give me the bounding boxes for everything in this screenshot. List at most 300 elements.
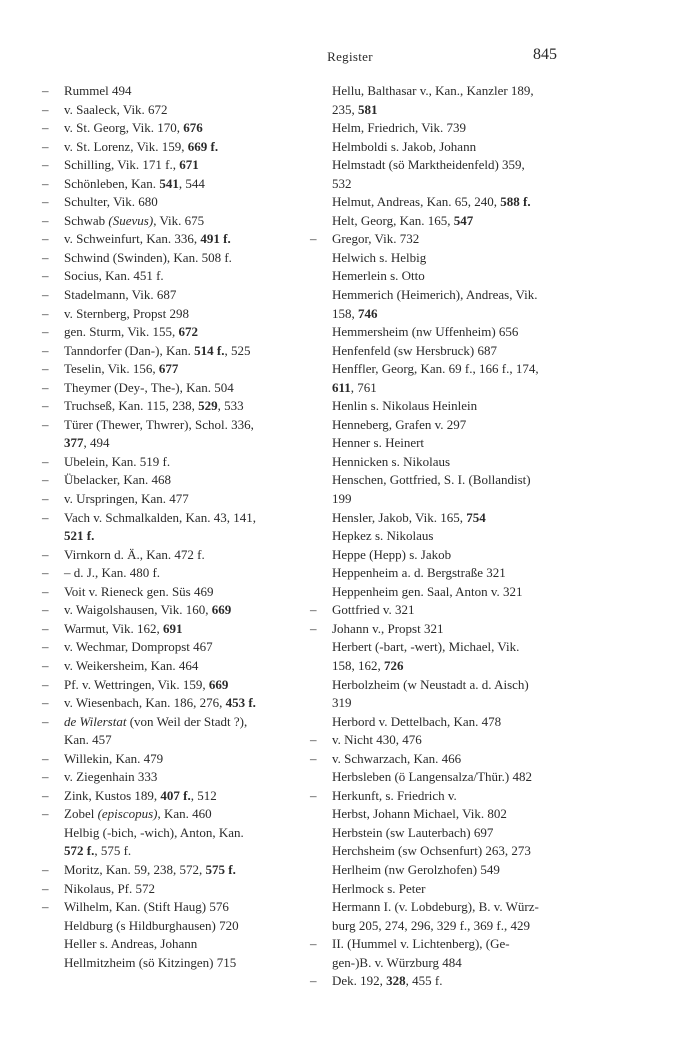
index-entry bbox=[42, 935, 288, 954]
entry-line bbox=[42, 880, 288, 899]
entry-dash: – bbox=[42, 620, 49, 636]
entry-line bbox=[332, 286, 558, 305]
entry-text: 158, 162, bbox=[332, 657, 384, 673]
entry-text: Herbolzheim (w Neustadt a. d. Aisch) bbox=[332, 676, 529, 692]
entry-line bbox=[42, 861, 288, 880]
page-number: 845 bbox=[533, 46, 557, 63]
index-entry bbox=[42, 768, 288, 787]
entry-text: Hemmersheim (nw Uffenheim) 656 bbox=[332, 324, 519, 340]
entry-line bbox=[42, 286, 288, 305]
entry-dash: – bbox=[42, 639, 49, 655]
index-entry bbox=[310, 638, 558, 675]
entry-continuation bbox=[332, 490, 558, 509]
entry-line bbox=[332, 509, 558, 528]
entry-line bbox=[310, 787, 558, 806]
entry-dash: – bbox=[42, 861, 49, 877]
entry-dash: – bbox=[42, 565, 49, 581]
entry-text: Rummel 494 bbox=[64, 83, 132, 98]
entry-text: v. Wechmar, Dompropst 467 bbox=[64, 639, 213, 655]
index-entry bbox=[42, 267, 288, 286]
entry-text: Heppenheim a. d. Bergstraße 321 bbox=[332, 565, 506, 581]
entry-text: Henner s. Heinert bbox=[332, 435, 425, 451]
entry-text: Herbert (-bart, -wert), Michael, Vik. bbox=[332, 639, 520, 655]
entry-line bbox=[332, 471, 558, 490]
page-ref-main: 669 bbox=[208, 676, 229, 692]
entry-dash: – bbox=[42, 120, 49, 136]
entry-line bbox=[310, 230, 558, 249]
entry-text: Wilhelm, Kan. (Stift Haug) 576 bbox=[64, 899, 229, 915]
page-ref-main: 726 bbox=[384, 657, 404, 673]
entry-text: Ubelein, Kan. 519 f. bbox=[64, 453, 171, 469]
page-ref-main: 377 bbox=[64, 435, 84, 451]
index-entry bbox=[310, 323, 558, 342]
entry-text: Hellu, Balthasar v., Kan., Kanzler 189, bbox=[332, 83, 534, 98]
entry-text: Dek. 192, bbox=[332, 973, 387, 989]
entry-line bbox=[332, 638, 558, 657]
index-entry bbox=[42, 342, 288, 361]
page-ref-main: 541 bbox=[159, 175, 179, 191]
entry-line bbox=[42, 360, 288, 379]
entry-text: Heppe (Hepp) s. Jakob bbox=[332, 546, 452, 562]
entry-continuation bbox=[64, 842, 288, 861]
entry-line bbox=[332, 416, 558, 435]
index-entry bbox=[310, 824, 558, 843]
entry-line bbox=[42, 416, 288, 435]
entry-line bbox=[310, 972, 558, 991]
entry-text: gen. Sturm, Vik. 155, bbox=[64, 324, 179, 340]
index-entry bbox=[42, 583, 288, 602]
entry-text: Zink, Kustos 189, bbox=[64, 787, 161, 803]
index-entry bbox=[42, 620, 288, 639]
entry-line bbox=[332, 713, 558, 732]
index-entry bbox=[310, 583, 558, 602]
index-entry bbox=[310, 397, 558, 416]
entry-line bbox=[332, 193, 558, 212]
entry-line bbox=[42, 82, 288, 101]
entry-text: Hepkez s. Nikolaus bbox=[332, 528, 434, 544]
entry-dash: – bbox=[42, 175, 49, 191]
index-entry bbox=[310, 286, 558, 323]
entry-line bbox=[332, 360, 558, 379]
entry-line bbox=[42, 453, 288, 472]
page-ref-main: 521 f. bbox=[64, 528, 95, 544]
entry-continuation bbox=[64, 527, 288, 546]
entry-text: (von Weil der Stadt ?), bbox=[126, 713, 248, 729]
entry-text: , Kan. 460 bbox=[157, 806, 212, 822]
entry-line bbox=[332, 249, 558, 268]
entry-line bbox=[42, 212, 288, 231]
index-entry bbox=[42, 694, 288, 713]
entry-text: , Vik. 675 bbox=[153, 212, 205, 228]
index-entry bbox=[42, 490, 288, 509]
entry-line bbox=[42, 694, 288, 713]
entry-text: v. Ziegenhain 333 bbox=[64, 769, 158, 785]
index-entry bbox=[42, 509, 288, 546]
entry-line bbox=[42, 267, 288, 286]
entry-text: Henlin s. Nikolaus Heinlein bbox=[332, 398, 478, 414]
entry-line bbox=[310, 620, 558, 639]
entry-line bbox=[42, 119, 288, 138]
page-ref-main: 572 f. bbox=[64, 843, 95, 859]
entry-line bbox=[42, 175, 288, 194]
entry-line bbox=[42, 583, 288, 602]
entry-line bbox=[310, 750, 558, 769]
entry-text: Schwind (Swinden), Kan. 508 f. bbox=[64, 249, 232, 265]
entry-text: Hellmitzheim (sö Kitzingen) 715 bbox=[64, 954, 237, 970]
entry-line bbox=[332, 768, 558, 787]
entry-line bbox=[42, 471, 288, 490]
entry-text: , 512 bbox=[190, 787, 217, 803]
entry-dash: – bbox=[310, 750, 317, 766]
page-ref-main: 746 bbox=[358, 305, 378, 321]
entry-continuation bbox=[332, 954, 558, 973]
page-ref-main: 691 bbox=[163, 620, 183, 636]
entry-dash: – bbox=[42, 305, 49, 321]
entry-text: Türer (Thewer, Thwrer), Schol. 336, bbox=[64, 416, 254, 432]
entry-line bbox=[42, 230, 288, 249]
entry-dash: – bbox=[42, 324, 49, 340]
entry-text: Truchseß, Kan. 115, 238, bbox=[64, 398, 199, 414]
entry-text: Herbstein (sw Lauterbach) 697 bbox=[332, 824, 494, 840]
entry-line bbox=[42, 156, 288, 175]
page-ref-main: 575 f. bbox=[205, 861, 236, 877]
index-entry bbox=[42, 82, 288, 101]
entry-line bbox=[310, 935, 558, 954]
page-ref-main: 671 bbox=[179, 157, 199, 173]
index-entry bbox=[310, 471, 558, 508]
page-ref-main: 669 bbox=[211, 602, 232, 618]
entry-line bbox=[42, 620, 288, 639]
entry-text: v. Urspringen, Kan. 477 bbox=[64, 491, 189, 507]
index-entry bbox=[42, 824, 288, 861]
index-entry bbox=[42, 230, 288, 249]
index-column-left bbox=[42, 82, 288, 972]
entry-line bbox=[332, 564, 558, 583]
entry-dash: – bbox=[42, 157, 49, 173]
entry-dash: – bbox=[42, 342, 49, 358]
entry-text: Herbord v. Dettelbach, Kan. 478 bbox=[332, 713, 502, 729]
entry-line bbox=[332, 138, 558, 157]
entry-text: Vach v. Schmalkalden, Kan. 43, 141, bbox=[64, 509, 256, 525]
entry-text: Zobel bbox=[64, 806, 98, 822]
entry-text: v. Sternberg, Propst 298 bbox=[64, 305, 189, 321]
page-ref-main: 529 bbox=[198, 398, 218, 414]
entry-line bbox=[42, 101, 288, 120]
index-entry bbox=[42, 880, 288, 899]
entry-line bbox=[42, 490, 288, 509]
entry-text: Henneberg, Grafen v. 297 bbox=[332, 416, 467, 432]
entry-text: Herlheim (nw Gerolzhofen) 549 bbox=[332, 861, 500, 877]
entry-dash: – bbox=[42, 806, 49, 822]
page-ref-main: 514 f. bbox=[194, 342, 225, 358]
index-entry bbox=[310, 713, 558, 732]
index-entry bbox=[310, 972, 558, 991]
entry-line bbox=[42, 768, 288, 787]
index-entry bbox=[310, 342, 558, 361]
page-ref-main: 328 bbox=[386, 973, 406, 989]
index-entry bbox=[310, 249, 558, 268]
entry-continuation bbox=[332, 175, 558, 194]
index-entry bbox=[310, 193, 558, 212]
entry-line bbox=[332, 546, 558, 565]
index-entry bbox=[42, 917, 288, 936]
entry-text: Schönleben, Kan. bbox=[64, 175, 160, 191]
entry-line bbox=[42, 676, 288, 695]
entry-text: Socius, Kan. 451 f. bbox=[64, 268, 164, 284]
entry-dash: – bbox=[42, 491, 49, 507]
entry-line bbox=[42, 787, 288, 806]
page-title: Register bbox=[327, 49, 373, 64]
entry-line bbox=[42, 509, 288, 528]
index-entry bbox=[310, 620, 558, 639]
entry-continuation bbox=[64, 434, 288, 453]
entry-text: , 533 bbox=[217, 398, 244, 414]
entry-text: Johann v., Propst 321 bbox=[332, 620, 444, 636]
entry-text: Stadelmann, Vik. 687 bbox=[64, 287, 177, 303]
index-entry bbox=[42, 305, 288, 324]
index-entry bbox=[42, 805, 288, 824]
entry-text: – d. J., Kan. 480 f. bbox=[64, 565, 161, 581]
entry-text: Hermann I. (v. Lobdeburg), B. v. Würz- bbox=[332, 899, 539, 915]
index-entry bbox=[42, 453, 288, 472]
entry-line bbox=[42, 657, 288, 676]
entry-text: Willekin, Kan. 479 bbox=[64, 750, 164, 766]
entry-line bbox=[332, 82, 558, 101]
entry-text: Gregor, Vik. 732 bbox=[332, 231, 420, 247]
entry-line bbox=[42, 601, 288, 620]
index-entry bbox=[310, 805, 558, 824]
index-entry bbox=[42, 601, 288, 620]
entry-dash: – bbox=[310, 602, 317, 618]
entry-continuation bbox=[332, 379, 558, 398]
entry-dash: – bbox=[310, 732, 317, 748]
entry-line bbox=[332, 212, 558, 231]
entry-line bbox=[332, 119, 558, 138]
entry-line bbox=[42, 397, 288, 416]
page-ref-main: 754 bbox=[466, 509, 486, 525]
index-entry bbox=[310, 898, 558, 935]
index-entry bbox=[310, 842, 558, 861]
entry-line bbox=[42, 750, 288, 769]
index-entry bbox=[42, 564, 288, 583]
entry-line bbox=[332, 453, 558, 472]
entry-text: Hennicken s. Nikolaus bbox=[332, 453, 451, 469]
entry-text: II. (Hummel v. Lichtenberg), (Ge- bbox=[332, 936, 510, 952]
entry-line bbox=[310, 731, 558, 750]
entry-text: Schulter, Vik. 680 bbox=[64, 194, 158, 210]
entry-line bbox=[332, 397, 558, 416]
entry-line bbox=[332, 824, 558, 843]
entry-line bbox=[42, 805, 288, 824]
entry-dash: – bbox=[42, 676, 49, 692]
entry-line bbox=[42, 249, 288, 268]
entry-line bbox=[64, 917, 288, 936]
index-entry bbox=[310, 546, 558, 565]
entry-line bbox=[42, 379, 288, 398]
entry-dash: – bbox=[42, 194, 49, 210]
entry-text: , 525 bbox=[224, 342, 251, 358]
entry-dash: – bbox=[42, 83, 49, 98]
entry-dash: – bbox=[310, 973, 317, 989]
entry-text: v. St. Georg, Vik. 170, bbox=[64, 120, 184, 136]
entry-dash: – bbox=[42, 769, 49, 785]
entry-dash: – bbox=[42, 657, 49, 673]
entry-text: , 494 bbox=[83, 435, 110, 451]
entry-text: Voit v. Rieneck gen. Süs 469 bbox=[64, 583, 214, 599]
page-ref-main: 547 bbox=[453, 212, 474, 228]
entry-line bbox=[332, 861, 558, 880]
entry-text: , 761 bbox=[350, 379, 377, 395]
index-entry bbox=[310, 731, 558, 750]
entry-line bbox=[332, 267, 558, 286]
index-entry bbox=[310, 267, 558, 286]
entry-line bbox=[42, 546, 288, 565]
italic-term: de Wilerstat bbox=[64, 713, 127, 729]
entry-text: , 575 f. bbox=[94, 843, 132, 859]
entry-line bbox=[42, 564, 288, 583]
entry-text: v. Wiesenbach, Kan. 186, 276, bbox=[64, 695, 226, 711]
index-entry bbox=[310, 935, 558, 972]
entry-text: , 544 bbox=[178, 175, 205, 191]
entry-text: v. St. Lorenz, Vik. 159, bbox=[64, 138, 188, 154]
entry-dash: – bbox=[42, 212, 49, 228]
index-entry bbox=[42, 360, 288, 379]
page-ref-main: 676 bbox=[183, 120, 203, 136]
entry-dash: – bbox=[42, 361, 49, 377]
entry-text: Henschen, Gottfried, S. I. (Bollandist) bbox=[332, 472, 531, 488]
entry-text: Hemmerich (Heimerich), Andreas, Vik. bbox=[332, 287, 538, 303]
entry-text: v. Waigolshausen, Vik. 160, bbox=[64, 602, 212, 618]
index-entry bbox=[42, 379, 288, 398]
entry-text: Teselin, Vik. 156, bbox=[64, 361, 159, 377]
entry-continuation bbox=[332, 917, 558, 936]
index-entry bbox=[310, 230, 558, 249]
entry-dash: – bbox=[42, 787, 49, 803]
entry-dash: – bbox=[42, 899, 49, 915]
index-entry bbox=[310, 880, 558, 899]
index-entry bbox=[42, 787, 288, 806]
entry-continuation bbox=[332, 694, 558, 713]
entry-line bbox=[64, 824, 288, 843]
index-entry bbox=[42, 546, 288, 565]
entry-text: Helbig (-bich, -wich), Anton, Kan. bbox=[64, 824, 244, 840]
entry-dash: – bbox=[42, 453, 49, 469]
index-entry bbox=[42, 323, 288, 342]
entry-dash: – bbox=[42, 379, 49, 395]
entry-line bbox=[42, 638, 288, 657]
index-entry bbox=[42, 138, 288, 157]
entry-text: Schwab bbox=[64, 212, 109, 228]
index-entry bbox=[310, 787, 558, 806]
entry-line bbox=[42, 713, 288, 732]
entry-line bbox=[310, 601, 558, 620]
index-entry bbox=[310, 527, 558, 546]
entry-text: v. Nicht 430, 476 bbox=[332, 732, 422, 748]
entry-text: Pf. v. Wettringen, Vik. 159, bbox=[64, 676, 209, 692]
entry-line bbox=[332, 805, 558, 824]
entry-line bbox=[332, 676, 558, 695]
entry-text: Übelacker, Kan. 468 bbox=[64, 472, 172, 488]
entry-text: Virnkorn d. Ä., Kan. 472 f. bbox=[64, 546, 205, 562]
index-entry bbox=[310, 212, 558, 231]
entry-text: Helm, Friedrich, Vik. 739 bbox=[332, 120, 467, 136]
entry-text: Herlmock s. Peter bbox=[332, 880, 426, 896]
entry-dash: – bbox=[42, 509, 49, 525]
index-entry bbox=[42, 657, 288, 676]
entry-dash: – bbox=[42, 472, 49, 488]
entry-text: burg 205, 274, 296, 329 f., 369 f., 429 bbox=[332, 917, 531, 933]
index-entry bbox=[42, 249, 288, 268]
entry-text: Gottfried v. 321 bbox=[332, 602, 415, 618]
entry-text: v. Weikersheim, Kan. 464 bbox=[64, 657, 199, 673]
entry-dash: – bbox=[42, 287, 49, 303]
entry-dash: – bbox=[42, 583, 49, 599]
index-entry bbox=[310, 119, 558, 138]
index-column-right bbox=[310, 82, 558, 991]
entry-text: v. Saaleck, Vik. 672 bbox=[64, 101, 168, 117]
page-ref-main: 581 bbox=[358, 101, 378, 117]
index-entry bbox=[42, 954, 288, 973]
entry-dash: – bbox=[310, 936, 317, 952]
entry-text: 235, bbox=[332, 101, 358, 117]
entry-text: v. Schweinfurt, Kan. 336, bbox=[64, 231, 201, 247]
index-entry bbox=[310, 676, 558, 713]
index-entry bbox=[42, 175, 288, 194]
entry-text: Kan. 457 bbox=[64, 732, 112, 748]
index-entry bbox=[310, 156, 558, 193]
entry-text: Schilling, Vik. 171 f., bbox=[64, 157, 180, 173]
page-ref-main: 588 f. bbox=[500, 194, 531, 210]
index-entry bbox=[42, 286, 288, 305]
entry-line bbox=[332, 434, 558, 453]
entry-text: Herbsleben (ö Langensalza/Thür.) 482 bbox=[332, 769, 532, 785]
italic-term: (Suevus) bbox=[108, 212, 154, 228]
entry-line bbox=[64, 954, 288, 973]
entry-dash: – bbox=[42, 750, 49, 766]
index-entry bbox=[42, 212, 288, 231]
entry-dash: – bbox=[42, 101, 49, 117]
entry-continuation bbox=[332, 101, 558, 120]
index-entry bbox=[310, 768, 558, 787]
index-entry bbox=[42, 638, 288, 657]
entry-text: Henffler, Georg, Kan. 69 f., 166 f., 174, bbox=[332, 361, 539, 377]
entry-dash: – bbox=[310, 787, 317, 803]
entry-text: Tanndorfer (Dan-), Kan. bbox=[64, 342, 195, 358]
entry-line bbox=[332, 842, 558, 861]
index-entry bbox=[42, 101, 288, 120]
entry-text: Hensler, Jakob, Vik. 165, bbox=[332, 509, 467, 525]
entry-text: Herkunft, s. Friedrich v. bbox=[332, 787, 457, 803]
index-entry bbox=[310, 750, 558, 769]
entry-line bbox=[332, 583, 558, 602]
entry-line bbox=[332, 342, 558, 361]
index-entry bbox=[310, 434, 558, 453]
entry-dash: – bbox=[42, 231, 49, 247]
index-entry bbox=[42, 676, 288, 695]
index-entry bbox=[42, 471, 288, 490]
entry-line bbox=[332, 527, 558, 546]
index-entry bbox=[42, 156, 288, 175]
entry-text: Helt, Georg, Kan. 165, bbox=[332, 212, 454, 228]
index-entry bbox=[310, 453, 558, 472]
entry-text: Nikolaus, Pf. 572 bbox=[64, 880, 155, 896]
entry-text: v. Schwarzach, Kan. 466 bbox=[332, 750, 462, 766]
index-entry bbox=[42, 898, 288, 917]
index-entry bbox=[42, 750, 288, 769]
entry-text: Herchsheim (sw Ochsenfurt) 263, 273 bbox=[332, 843, 531, 859]
entry-dash: – bbox=[42, 268, 49, 284]
entry-line bbox=[42, 138, 288, 157]
